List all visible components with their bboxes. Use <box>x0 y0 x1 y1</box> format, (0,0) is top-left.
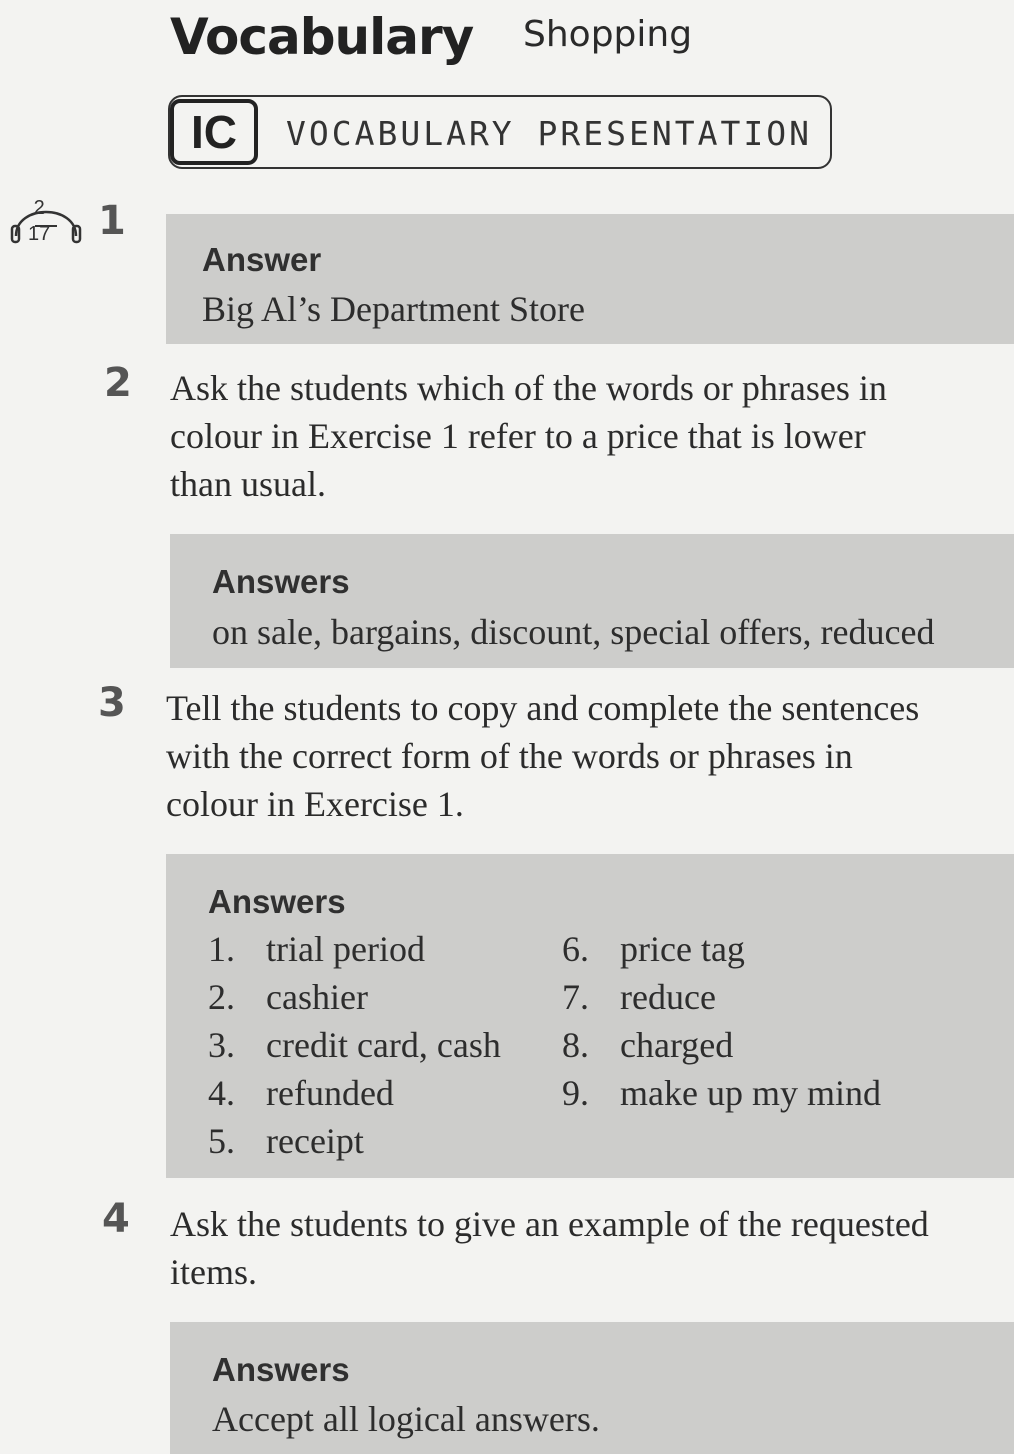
answer-item: 6. price tag <box>562 929 745 969</box>
audio-track-bottom: 17 <box>28 223 51 245</box>
answer-text-4: Accept all logical answers. <box>212 1399 600 1439</box>
answer-item: 9. make up my mind <box>562 1073 881 1113</box>
answer-heading-3: Answers <box>208 883 346 920</box>
instruction-3-line: Tell the students to copy and complete the sentences <box>166 688 920 728</box>
answer-item: 5. receipt <box>208 1121 364 1161</box>
instruction-2-line: Ask the students which of the words or phrases in <box>170 368 887 408</box>
answer-text-2: on sale, bargains, discount, special offers, reduced <box>212 612 935 652</box>
exercise-number-4: 4 <box>102 1196 130 1242</box>
answer-heading-2: Answers <box>212 563 350 600</box>
section-code: IC <box>170 99 258 165</box>
instruction-3 <box>166 684 919 828</box>
instruction-2 <box>170 364 887 508</box>
audio-track-number <box>28 198 50 244</box>
instruction-4-line: Ask the students to give an example of the requested <box>170 1204 929 1244</box>
instruction-2-line: than usual. <box>170 464 326 504</box>
audio-track-top: 2 <box>33 197 45 219</box>
instruction-4 <box>170 1200 929 1296</box>
answer-heading-4: Answers <box>212 1351 350 1388</box>
exercise-number-1: 1 <box>98 198 126 244</box>
answer-item: 2. cashier <box>208 977 368 1017</box>
answer-item: 4. refunded <box>208 1073 394 1113</box>
answer-item: 7. reduce <box>562 977 716 1017</box>
answer-list-left <box>208 928 501 1168</box>
answer-item: 3. credit card, cash <box>208 1025 501 1065</box>
page-title: Vocabulary <box>170 8 474 66</box>
answer-heading-1: Answer <box>202 241 322 278</box>
instruction-3-line: colour in Exercise 1. <box>166 784 464 824</box>
exercise-number-3: 3 <box>98 680 126 726</box>
answer-text-1: Big Al’s Department Store <box>202 289 585 329</box>
answer-item: 8. charged <box>562 1025 734 1065</box>
instruction-4-line: items. <box>170 1252 257 1292</box>
section-label: VOCABULARY PRESENTATION <box>286 114 812 153</box>
answer-item: 1. trial period <box>208 929 425 969</box>
exercise-number-2: 2 <box>104 360 132 406</box>
answer-list-right <box>562 928 881 1120</box>
instruction-3-line: with the correct form of the words or phrases in <box>166 736 853 776</box>
page-topic: Shopping <box>523 14 693 55</box>
instruction-2-line: colour in Exercise 1 refer to a price that is lower <box>170 416 866 456</box>
